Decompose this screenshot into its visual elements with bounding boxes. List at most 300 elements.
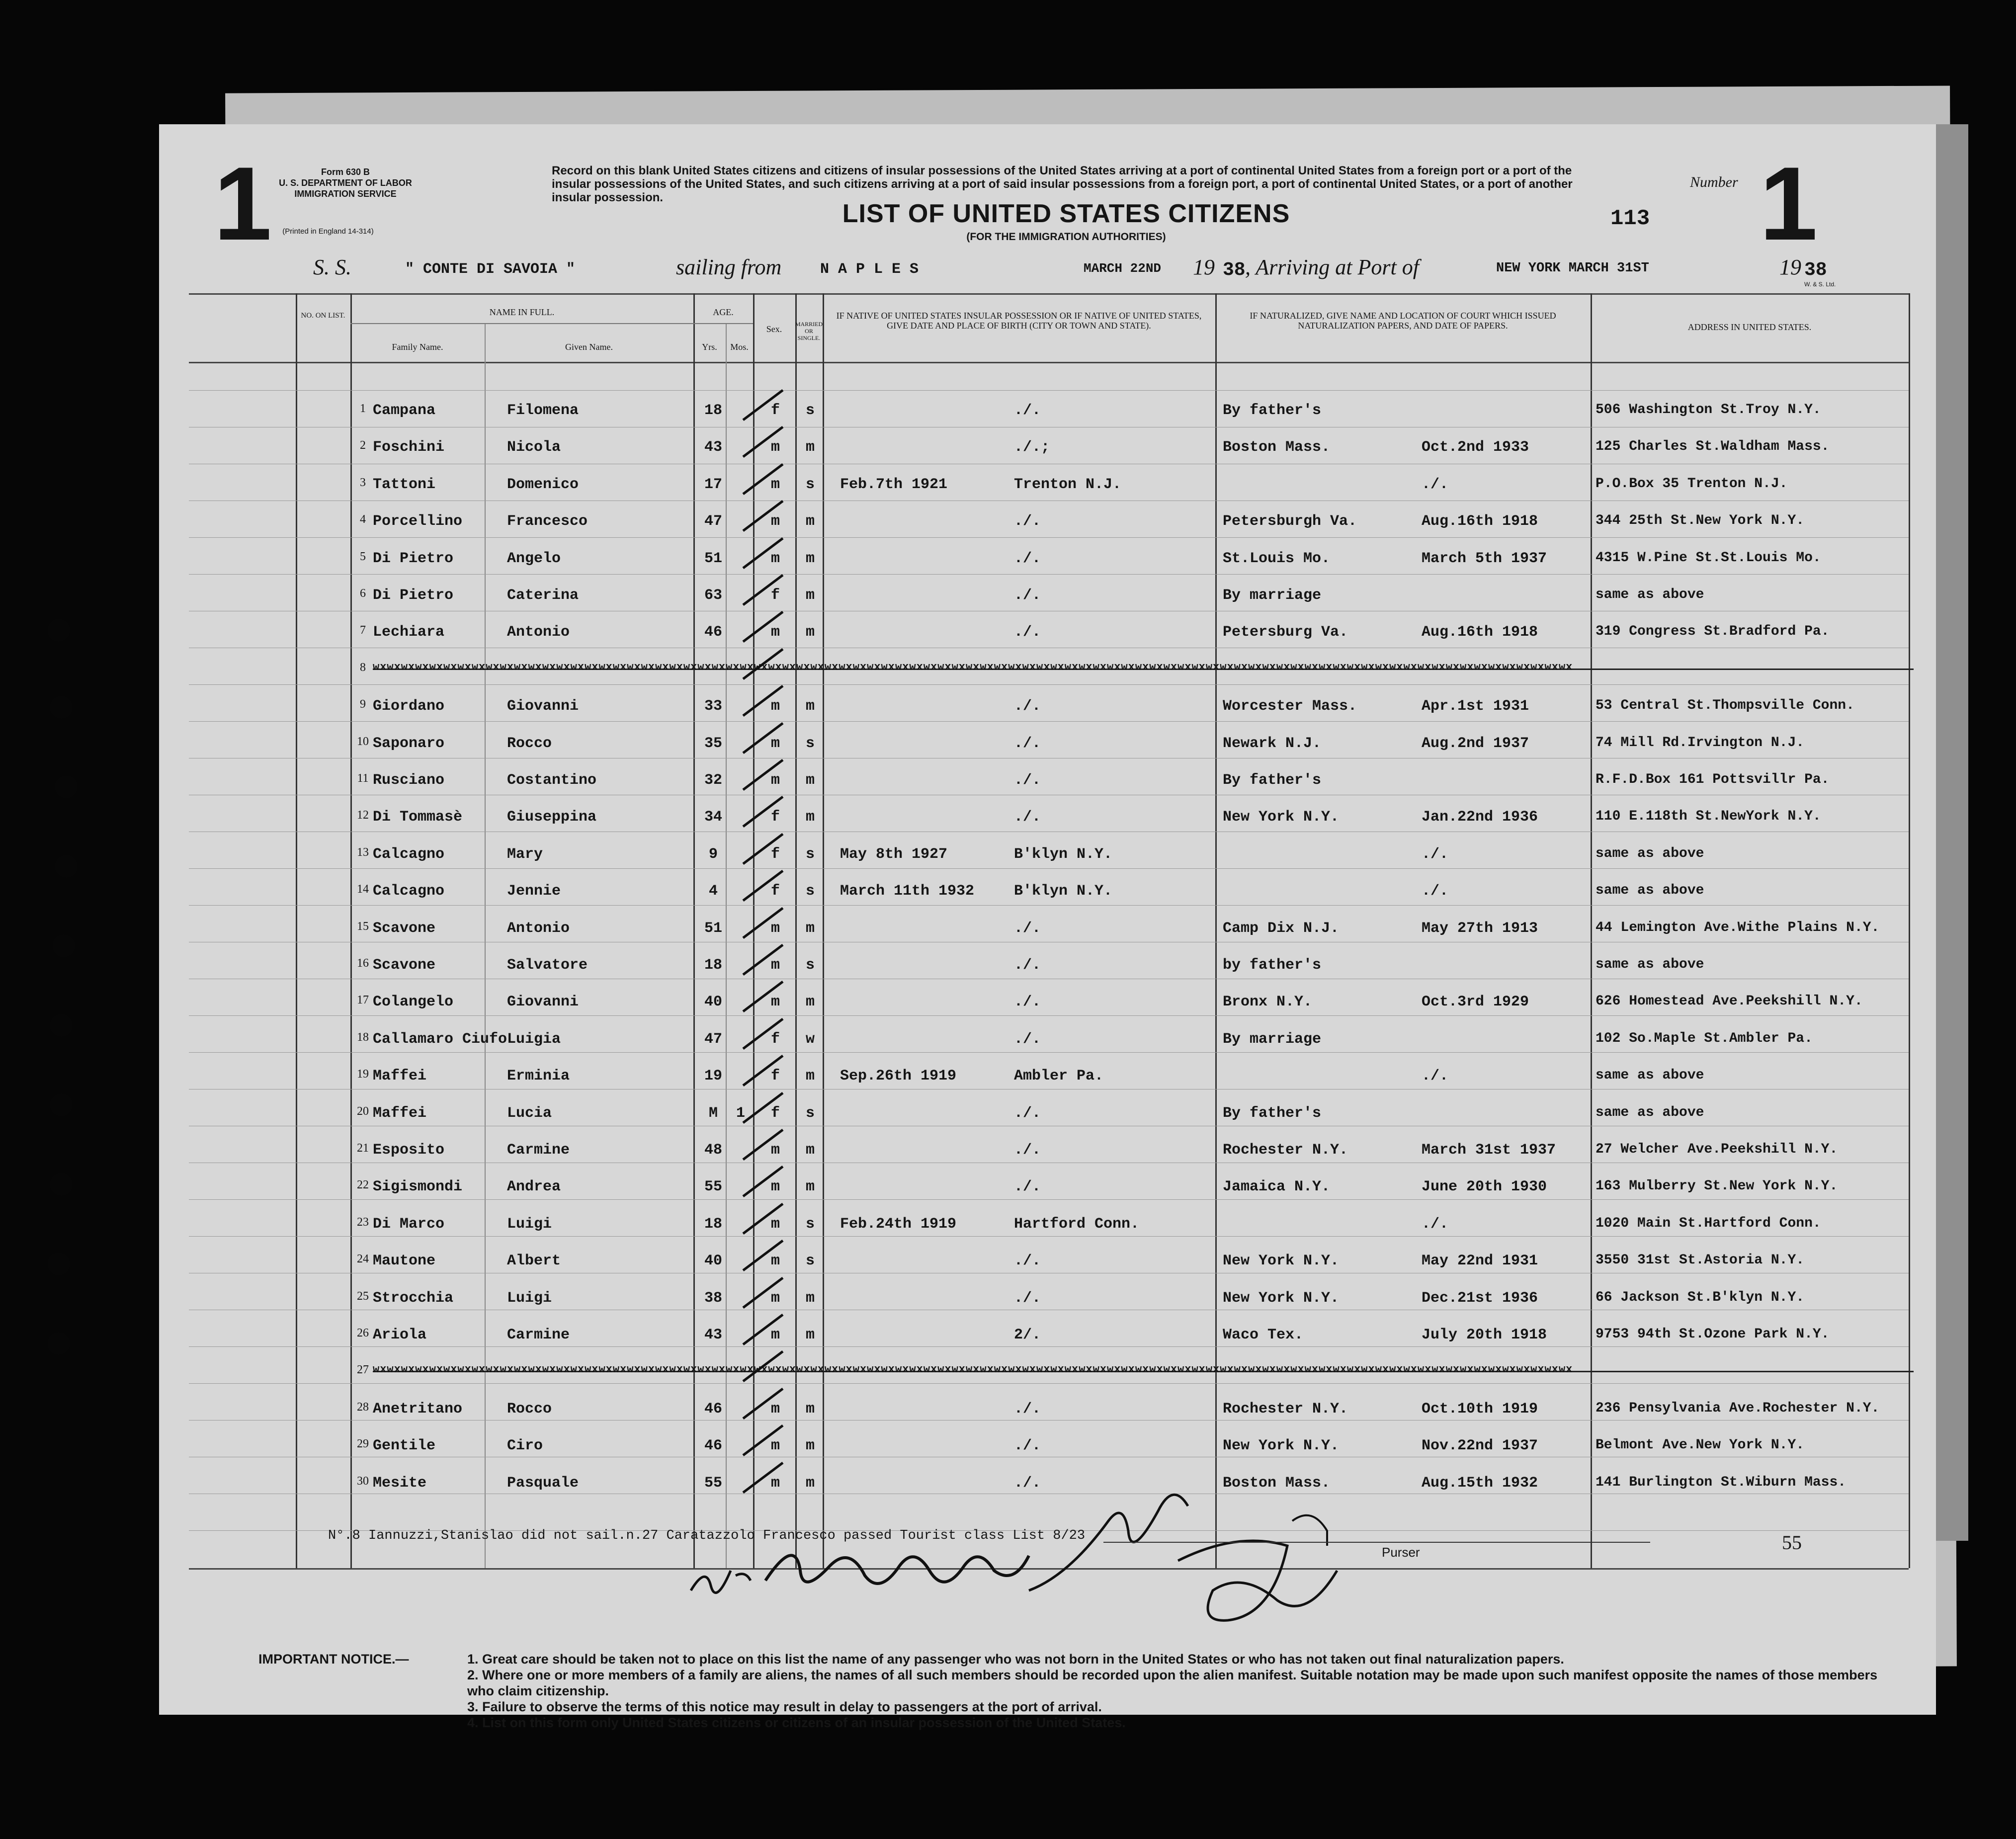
given-name: Costantino: [507, 772, 597, 789]
marital-status: w: [805, 1030, 815, 1048]
marital-status: m: [805, 809, 815, 826]
marital-status: s: [805, 1104, 815, 1122]
subheader-line: [693, 323, 753, 324]
sex: m: [770, 1178, 780, 1196]
table-row: [189, 427, 1938, 464]
marital-status: s: [805, 845, 815, 863]
birth-date: Feb.24th 1919: [840, 1215, 957, 1233]
us-address: 74 Mill Rd.Irvington N.J.: [1596, 735, 1805, 751]
birth-place: ./.: [1014, 735, 1041, 752]
check-mark: [738, 1199, 798, 1239]
ship-name: " CONTE DI SAVOIA ": [405, 261, 576, 278]
family-name: Strocchia: [373, 1289, 454, 1307]
us-address: 66 Jackson St.B'klyn N.Y.: [1596, 1289, 1805, 1305]
table-row: [189, 834, 1938, 871]
check-mark: [738, 1125, 798, 1165]
sex: m: [770, 920, 780, 937]
us-address: same as above: [1596, 957, 1704, 972]
table-row: [189, 945, 1938, 982]
naturalization-date: March 5th 1937: [1422, 550, 1547, 567]
family-name: Tattoni: [373, 476, 436, 493]
naturalization-court: New York N.Y.: [1223, 1437, 1340, 1455]
naturalization-date: Oct.2nd 1933: [1422, 439, 1529, 456]
birth-place: ./.: [1014, 1474, 1041, 1492]
birth-place: ./.: [1014, 920, 1041, 937]
marital-status: m: [805, 1178, 815, 1196]
sex: f: [770, 809, 780, 826]
birth-date: Feb.7th 1921: [840, 476, 948, 493]
us-address: same as above: [1596, 1104, 1704, 1120]
naturalization-court: Petersburg Va.: [1223, 624, 1348, 641]
marital-status: s: [805, 476, 815, 493]
birth-date: March 11th 1932: [840, 883, 975, 900]
us-address: 125 Charles St.Waldham Mass.: [1596, 439, 1830, 455]
sex: f: [770, 587, 780, 604]
sex: m: [770, 1437, 780, 1455]
marital-status: s: [805, 957, 815, 974]
birth-place: ./.: [1014, 1289, 1041, 1307]
age-years: 47: [704, 1030, 722, 1048]
age-years: 40: [704, 994, 722, 1011]
marital-status: m: [805, 1400, 815, 1418]
us-address: 9753 94th St.Ozone Park N.Y.: [1596, 1327, 1830, 1342]
printed-note: (Printed in England 14-314): [282, 227, 374, 236]
marital-status: m: [805, 1474, 815, 1492]
marital-status: s: [805, 402, 815, 419]
birth-place: ./.: [1014, 809, 1041, 826]
age-years: 47: [704, 513, 722, 530]
birth-date: May 8th 1927: [840, 845, 948, 863]
marital-status: m: [805, 920, 815, 937]
naturalization-date: ./.: [1422, 476, 1449, 493]
printer-mark: W. & S. Ltd.: [1804, 281, 1836, 288]
table-row: [189, 982, 1938, 1018]
marital-status: s: [805, 1253, 815, 1270]
family-name: Maffei: [373, 1104, 427, 1122]
table-row: [189, 760, 1938, 797]
naturalization-date: Dec.21st 1936: [1422, 1289, 1538, 1307]
check-mark: [738, 459, 798, 499]
marital-status: m: [805, 994, 815, 1011]
sex: m: [770, 698, 780, 715]
table-row: [189, 871, 1938, 908]
naturalization-date: Nov.22nd 1937: [1422, 1437, 1538, 1455]
check-mark: [738, 533, 798, 573]
page-subtitle: (FOR THE IMMIGRATION AUTHORITIES): [966, 231, 1166, 243]
service: IMMIGRATION SERVICE: [294, 189, 397, 199]
intro-text: Record on this blank United States citizens and citizens of insular possessions of the United States arriving at a port of continental United States from a foreign port or a port of the insular possessions of the United States, and such citizens arriving at a port of said insular possessions from a foreign port, a port of continental United States, or a port of another insular possession.: [552, 164, 1573, 204]
naturalization-court: by father's: [1223, 957, 1322, 974]
notice-item: 1. Great care should be taken not to place on this list the name of any passenger who was not born in the United States or who has not taken out final naturalization papers.: [467, 1652, 1564, 1667]
purser-line: [1103, 1542, 1650, 1543]
family-name: Gentile: [373, 1437, 436, 1455]
check-mark: [738, 1162, 798, 1201]
given-name: Giuseppina: [507, 809, 597, 826]
col-header-address: ADDRESS IN UNITED STATES.: [1687, 322, 1812, 332]
marital-status: s: [805, 1215, 815, 1233]
age-years: 46: [704, 1437, 722, 1455]
sex: m: [770, 513, 780, 530]
table-row: [189, 1204, 1938, 1241]
family-name: Colangelo: [373, 994, 454, 1011]
given-name: Luigi: [507, 1289, 552, 1307]
age-years: 18: [704, 1215, 722, 1233]
given-name: Mary: [507, 845, 543, 863]
family-name: Mesite: [373, 1474, 427, 1492]
us-address: 44 Lemington Ave.Withe Plains N.Y.: [1596, 920, 1880, 935]
col-header-sex: Sex.: [766, 324, 782, 334]
table-row: [189, 501, 1938, 538]
family-name: Maffei: [373, 1068, 427, 1085]
table-row: [189, 538, 1938, 575]
us-address: same as above: [1596, 883, 1704, 899]
naturalization-date: March 31st 1937: [1422, 1142, 1556, 1159]
naturalization-date: July 20th 1918: [1422, 1327, 1547, 1343]
arriving-label: , Arriving at Port of: [1245, 255, 1419, 279]
col-header-native: IF NATIVE OF UNITED STATES INSULAR POSSESSION OR IF NATIVE OF UNITED STATES, GIVE DATE AND PLACE OF BIRTH (CITY OR TOWN AND STATE).: [836, 311, 1202, 331]
age-years: 46: [704, 1400, 722, 1418]
form-number: Form 630 B: [321, 167, 370, 177]
family-name: Sigismondi: [373, 1178, 463, 1196]
sex: f: [770, 845, 780, 863]
check-mark: [738, 977, 798, 1016]
check-mark: [738, 385, 798, 425]
check-mark: [738, 496, 798, 536]
check-mark: [738, 829, 798, 869]
row-number: 29: [357, 1437, 369, 1451]
table-row: [189, 723, 1938, 760]
check-mark: [738, 1088, 798, 1128]
birth-place: ./.: [1014, 624, 1041, 641]
sex: f: [770, 1068, 780, 1085]
row-number: 11: [357, 772, 369, 785]
sex: f: [770, 1030, 780, 1048]
manifest-sheet: [159, 124, 1936, 1730]
check-mark: [738, 755, 798, 795]
family-name: Di Pietro: [373, 587, 454, 604]
row-number: 8: [360, 661, 366, 674]
sex: m: [770, 994, 780, 1011]
page-title: LIST OF UNITED STATES CITIZENS: [842, 199, 1290, 228]
birth-place: ./.: [1014, 1253, 1041, 1270]
given-name: Caterina: [507, 587, 579, 604]
marital-status: s: [805, 735, 815, 752]
us-address: 53 Central St.Thompsville Conn.: [1596, 698, 1854, 714]
family-name: Lechiara: [373, 624, 445, 641]
punch-hole: [47, 619, 70, 642]
sex: f: [770, 402, 780, 419]
naturalization-court: St.Louis Mo.: [1223, 550, 1331, 567]
naturalization-court: Jamaica N.Y.: [1223, 1178, 1331, 1196]
check-mark: [738, 903, 798, 943]
col-header-yrs: Yrs.: [702, 342, 717, 352]
marital-status: m: [805, 1437, 815, 1455]
sex: m: [770, 439, 780, 456]
sex: m: [770, 957, 780, 974]
naturalization-court: New York N.Y.: [1223, 1253, 1340, 1270]
check-mark: [738, 866, 798, 906]
table-row: [189, 1425, 1938, 1462]
us-address: 102 So.Maple St.Ambler Pa.: [1596, 1030, 1813, 1046]
row-number: 30: [357, 1474, 369, 1488]
age-years: 17: [704, 476, 722, 493]
age-years: 48: [704, 1142, 722, 1159]
naturalization-court: Boston Mass.: [1223, 439, 1331, 456]
depart-date: MARCH 22ND: [1084, 261, 1162, 276]
naturalization-court: By father's: [1223, 402, 1322, 419]
check-mark: [738, 681, 798, 721]
birth-place: 2/.: [1014, 1327, 1041, 1343]
marital-status: s: [805, 883, 815, 900]
naturalization-date: Jan.22nd 1936: [1422, 809, 1538, 826]
us-address: 110 E.118th St.NewYork N.Y.: [1596, 809, 1821, 825]
given-name: Jennie: [507, 883, 561, 900]
naturalization-date: Oct.10th 1919: [1422, 1400, 1538, 1418]
year-prefix-1: 19: [1193, 255, 1215, 279]
punch-hole: [47, 1332, 70, 1355]
subheader-line: [350, 323, 693, 324]
sex: m: [770, 1142, 780, 1159]
row-number: 9: [360, 698, 366, 711]
given-name: Luigi: [507, 1215, 552, 1233]
marital-status: m: [805, 550, 815, 567]
row-number: 27: [357, 1363, 369, 1377]
age-years: 34: [704, 809, 722, 826]
given-name: Angelo: [507, 550, 561, 567]
age-years: 51: [704, 550, 722, 567]
notice-item: 4. List on this form only United States citizens or citizens of an insular possession of the United States.: [467, 1715, 1126, 1730]
birth-place: ./.: [1014, 1142, 1041, 1159]
check-mark: [738, 1014, 798, 1054]
marital-status: m: [805, 1289, 815, 1307]
sex: m: [770, 1474, 780, 1492]
row-number: 21: [357, 1142, 369, 1155]
family-name: Callamaro Ciufo: [373, 1030, 507, 1048]
given-name: Filomena: [507, 402, 579, 419]
strikeout-pattern: wxwxwxwxwxwxwxwxwxwxwxwxwxwxwxwxwxwxwxwxwxwxwxwxwxwxwxwxwxwxwxwxwxwxwxwxwxwxwxwxwxwxwxwxwxwxwxwxwxwxwxwxwxwxwxwxwxwxwxwxwxwxwxwxwxwxwxwxwxwxwxwxwxwxwxwxwxwxwxwxwxwxwxwxwx: [373, 1363, 1573, 1376]
naturalization-court: By marriage: [1223, 587, 1322, 604]
strikeout-pattern: wxwxwxwxwxwxwxwxwxwxwxwxwxwxwxwxwxwxwxwxwxwxwxwxwxwxwxwxwxwxwxwxwxwxwxwxwxwxwxwxwxwxwxwxwxwxwxwxwxwxwxwxwxwxwxwxwxwxwxwxwxwxwxwxwxwxwxwxwxwxwxwxwxwxwxwxwxwxwxwxwxwxwxwxwx: [373, 661, 1573, 673]
given-name: Antonio: [507, 624, 570, 641]
family-name: Di Marco: [373, 1215, 445, 1233]
given-name: Luigia: [507, 1030, 561, 1048]
table-row: [189, 1315, 1938, 1351]
family-name: Saponaro: [373, 735, 445, 752]
col-header-age: AGE.: [713, 307, 734, 317]
punch-hole: [50, 1173, 73, 1196]
family-name: Anetritano: [373, 1400, 463, 1418]
table-row: [189, 1241, 1938, 1277]
age-years: 19: [704, 1068, 722, 1085]
list-count: 113: [1610, 206, 1650, 231]
naturalization-court: Bronx N.Y.: [1223, 994, 1313, 1011]
check-mark: [738, 422, 798, 462]
col-header-no: NO. ON LIST.: [301, 312, 345, 320]
naturalization-court: By father's: [1223, 1104, 1322, 1122]
punch-hole: [55, 775, 78, 798]
naturalization-date: Aug.15th 1932: [1422, 1474, 1538, 1492]
marital-status: m: [805, 439, 815, 456]
marital-status: m: [805, 1327, 815, 1343]
age-months: 1: [736, 1104, 745, 1122]
age-years: 51: [704, 920, 722, 937]
naturalization-date: Apr.1st 1931: [1422, 698, 1529, 715]
birth-place: Ambler Pa.: [1014, 1068, 1104, 1085]
age-years: 32: [704, 772, 722, 789]
naturalization-date: Aug.16th 1918: [1422, 624, 1538, 641]
row-number: 20: [357, 1104, 369, 1118]
family-name: Esposito: [373, 1142, 445, 1159]
table-row: [189, 1351, 1938, 1388]
birth-place: ./.: [1014, 994, 1041, 1011]
row-number: 14: [357, 883, 369, 896]
given-name: Andrea: [507, 1178, 561, 1196]
us-address: same as above: [1596, 1068, 1704, 1084]
birth-place: Trenton N.J.: [1014, 476, 1122, 493]
naturalization-court: New York N.Y.: [1223, 809, 1340, 826]
us-address: 236 Pensylvania Ave.Rochester N.Y.: [1596, 1400, 1880, 1416]
row-number: 17: [357, 994, 369, 1007]
age-years: 40: [704, 1253, 722, 1270]
check-mark: [738, 1384, 798, 1423]
family-name: Foschini: [373, 439, 445, 456]
naturalization-date: ./.: [1422, 883, 1449, 900]
row-number: 10: [357, 735, 369, 748]
table-row: [189, 575, 1938, 612]
marital-status: m: [805, 1142, 815, 1159]
check-mark: [738, 570, 798, 610]
marital-status: m: [805, 772, 815, 789]
naturalization-date: Aug.2nd 1937: [1422, 735, 1529, 752]
check-mark: [738, 1310, 798, 1349]
table-row: [189, 1019, 1938, 1056]
family-name: Campana: [373, 402, 436, 419]
notice-item: 2. Where one or more members of a family are aliens, the names of all such members should be recorded upon the alien manifest. Suitable notation may be made upon such manifest opposite the names of those members who claim citizenship.: [467, 1668, 1878, 1698]
row-number: 26: [357, 1327, 369, 1339]
row-number: 16: [357, 957, 369, 970]
table-row: [189, 464, 1938, 501]
family-name: Giordano: [373, 698, 445, 715]
row-number: 28: [357, 1400, 369, 1414]
us-address: same as above: [1596, 845, 1704, 861]
naturalization-court: Boston Mass.: [1223, 1474, 1331, 1492]
row-number: 22: [357, 1178, 369, 1192]
table-row: [189, 1130, 1938, 1167]
us-address: 163 Mulberry St.New York N.Y.: [1596, 1178, 1838, 1194]
row-number: 4: [360, 513, 366, 526]
punch-hole: [52, 934, 75, 957]
notice-heading: IMPORTANT NOTICE.: [258, 1652, 396, 1667]
sex: m: [770, 476, 780, 493]
birth-place: ./.: [1014, 1178, 1041, 1196]
sex: f: [770, 883, 780, 900]
naturalization-date: ./.: [1422, 845, 1449, 863]
us-address: 1020 Main St.Hartford Conn.: [1596, 1215, 1821, 1231]
naturalization-court: Rochester N.Y.: [1223, 1400, 1348, 1418]
row-number: 15: [357, 920, 369, 933]
punch-hole: [50, 1093, 73, 1116]
birth-place: ./.;: [1014, 439, 1050, 456]
table-row: [189, 686, 1938, 723]
col-header-married: MARRIED OR SINGLE.: [795, 321, 823, 341]
sailing-label: sailing from: [676, 255, 782, 279]
check-mark: [738, 1236, 798, 1275]
age-years: 43: [704, 1327, 722, 1343]
family-name: Scavone: [373, 957, 436, 974]
naturalization-court: Waco Tex.: [1223, 1327, 1304, 1343]
naturalization-court: Worcester Mass.: [1223, 698, 1357, 715]
age-years: 18: [704, 402, 722, 419]
check-mark: [738, 644, 798, 684]
naturalization-court: By marriage: [1223, 1030, 1322, 1048]
us-address: 319 Congress St.Bradford Pa.: [1596, 624, 1830, 640]
age-years: 35: [704, 735, 722, 752]
year-suffix-1: 38: [1223, 259, 1246, 281]
table-row: [189, 1167, 1938, 1203]
family-name: Porcellino: [373, 513, 463, 530]
birth-place: B'klyn N.Y.: [1014, 883, 1113, 900]
punch-hole: [50, 696, 73, 719]
birth-place: Hartford Conn.: [1014, 1215, 1140, 1233]
naturalization-date: May 27th 1913: [1422, 920, 1538, 937]
ss-label: S. S.: [313, 255, 351, 279]
col-header-name: NAME IN FULL.: [489, 307, 555, 317]
page-marker-left: 1: [214, 145, 272, 262]
naturalization-date: ./.: [1422, 1215, 1449, 1233]
us-address: Belmont Ave.New York N.Y.: [1596, 1437, 1805, 1453]
notice-item: 3. Failure to observe the terms of this notice may result in delay to passengers at the port of arrival.: [467, 1699, 1102, 1714]
table-row: [189, 1389, 1938, 1425]
birth-place: ./.: [1014, 513, 1041, 530]
col-header-given: Given Name.: [565, 342, 613, 352]
naturalization-court: Camp Dix N.J.: [1223, 920, 1340, 937]
family-name: Calcagno: [373, 845, 445, 863]
naturalization-date: May 22nd 1931: [1422, 1253, 1538, 1270]
age-years: 18: [704, 957, 722, 974]
row-number: 18: [357, 1030, 369, 1044]
birth-date: Sep.26th 1919: [840, 1068, 957, 1085]
year-prefix-2: 19: [1779, 255, 1801, 279]
row-number: 6: [360, 587, 366, 600]
family-name: Rusciano: [373, 772, 445, 789]
sex: m: [770, 1327, 780, 1343]
table-row: [189, 1093, 1938, 1130]
col-header-family: Family Name.: [392, 342, 443, 352]
purser-label: Purser: [1382, 1545, 1420, 1560]
row-number: 2: [360, 439, 366, 452]
naturalization-date: ./.: [1422, 1068, 1449, 1085]
sex: m: [770, 772, 780, 789]
row-number: 7: [360, 624, 366, 637]
form-id: [244, 167, 447, 199]
table-row: [189, 908, 1938, 945]
given-name: Carmine: [507, 1142, 570, 1159]
age-years: 46: [704, 624, 722, 641]
age-years: M: [708, 1104, 718, 1122]
punch-hole: [47, 1253, 70, 1275]
year-suffix-2: 38: [1804, 259, 1827, 281]
passenger-rows: [159, 390, 1936, 1504]
marital-status: m: [805, 587, 815, 604]
birth-place: ./.: [1014, 772, 1041, 789]
family-name: Calcagno: [373, 883, 445, 900]
check-mark: [738, 1273, 798, 1313]
given-name: Ciro: [507, 1437, 543, 1455]
sex: f: [770, 1104, 780, 1122]
row-number: 5: [360, 550, 366, 563]
family-name: Scavone: [373, 920, 436, 937]
sex: m: [770, 624, 780, 641]
